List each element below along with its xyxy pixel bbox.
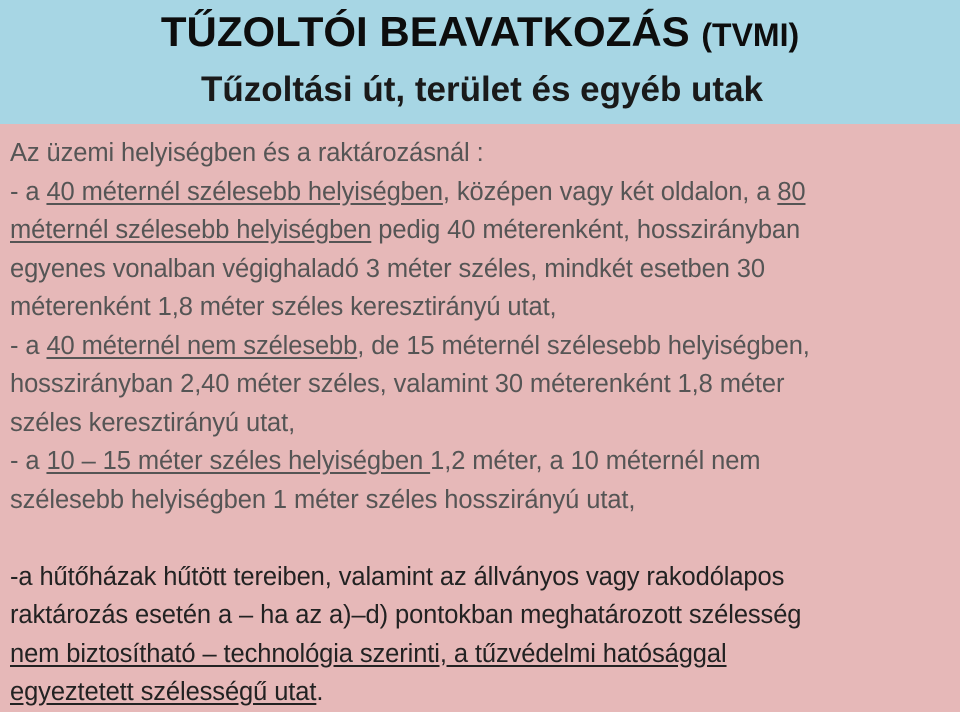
p2-underlined: 40 méternél nem szélesebb (46, 331, 358, 360)
page-subtitle-text: Tűzoltási út, terület és egyéb utak (200, 70, 764, 109)
p3-underlined: 10 – 15 méter széles helyiségben (46, 447, 431, 475)
p1-line-3 (10, 250, 955, 289)
p2-line-3 (10, 404, 955, 443)
p4-underlined: egyeztetett szélességű utat (10, 678, 317, 706)
p1-line-1 (10, 173, 955, 212)
p2-text: - a (10, 331, 47, 360)
page-title-text: TŰZOLTÓI BEAVATKOZÁS (160, 8, 690, 55)
p4-line-2 (10, 596, 955, 635)
title-banner (0, 0, 960, 124)
paragraph-gap (10, 519, 955, 558)
page-title (0, 6, 960, 61)
p2-text: széles keresztirányú utat, (10, 408, 296, 437)
p3-text: - a (10, 447, 47, 475)
p1-underlined: 80 (777, 177, 806, 206)
p2-text: , de 15 méternél szélesebb helyiségben, (357, 331, 810, 360)
p1-underlined: 40 méternél szélesebb helyiségben (46, 177, 443, 206)
p1-underlined: méternél szélesebb helyiségben (10, 216, 372, 244)
p1-text: egyenes vonalban végighaladó 3 méter széles, mindkét esetben 30 (10, 254, 765, 283)
p1-line-2 (10, 211, 955, 250)
p3-line-1 (10, 442, 955, 481)
p2-line-1 (10, 327, 955, 366)
p4-underlined: nem biztosítható – technológia szerinti, a tűzvédelmi hatósággal (10, 639, 727, 668)
p1-line-4 (10, 288, 955, 327)
p1-text: , középen vagy két oldalon, a (442, 177, 778, 206)
p2-text: hosszirányban 2,40 méter széles, valamint 30 méterenként 1,8 méter (10, 370, 785, 398)
p4-text: . (316, 678, 324, 706)
intro-line (10, 134, 955, 173)
p4-line-1 (10, 558, 955, 597)
content-area (0, 124, 960, 706)
content-text (10, 134, 955, 712)
p1-text: pedig 40 méterenként, hosszirányban (371, 216, 801, 244)
p3-text: 1,2 méter, a 10 méternél nem (430, 447, 761, 475)
p4-text: raktározás esetén a – ha az a)–d) pontokban meghatározott szélesség (10, 601, 802, 629)
p2-line-2 (10, 365, 955, 404)
page-title-suffix: (TVMI) (701, 17, 800, 53)
p4-line-4 (10, 673, 955, 712)
p3-line-2 (10, 481, 955, 520)
p1-text: méterenként 1,8 méter széles keresztirányú utat, (10, 293, 557, 321)
p1-text: - a (10, 177, 47, 206)
p4-line-3 (10, 635, 955, 674)
p3-text: szélesebb helyiségben 1 méter széles hosszirányú utat, (10, 485, 636, 514)
intro-text: Az üzemi helyiségben és a raktározásnál : (10, 139, 484, 167)
page-subtitle (0, 68, 960, 112)
p4-text: -a hűtőházak hűtött tereiben, valamint az állványos vagy rakodólapos (10, 562, 785, 591)
